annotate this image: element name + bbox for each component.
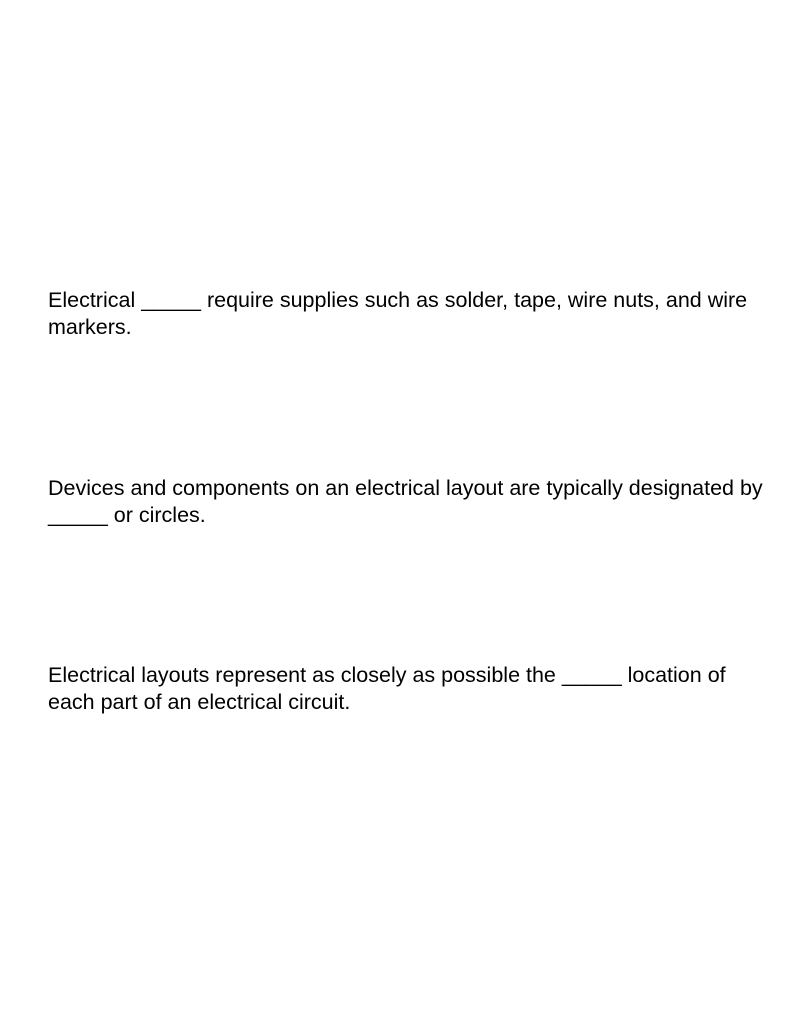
question-1-text: Electrical _____ require supplies such as solder, tape, wire nuts, and wire markers. bbox=[48, 288, 748, 339]
question-2-text: Devices and components on an electrical layout are typically designated by _____ or circles. bbox=[48, 476, 763, 527]
question-3-text: Electrical layouts represent as closely as possible the _____ location of each part of an electrical circuit. bbox=[48, 663, 726, 714]
